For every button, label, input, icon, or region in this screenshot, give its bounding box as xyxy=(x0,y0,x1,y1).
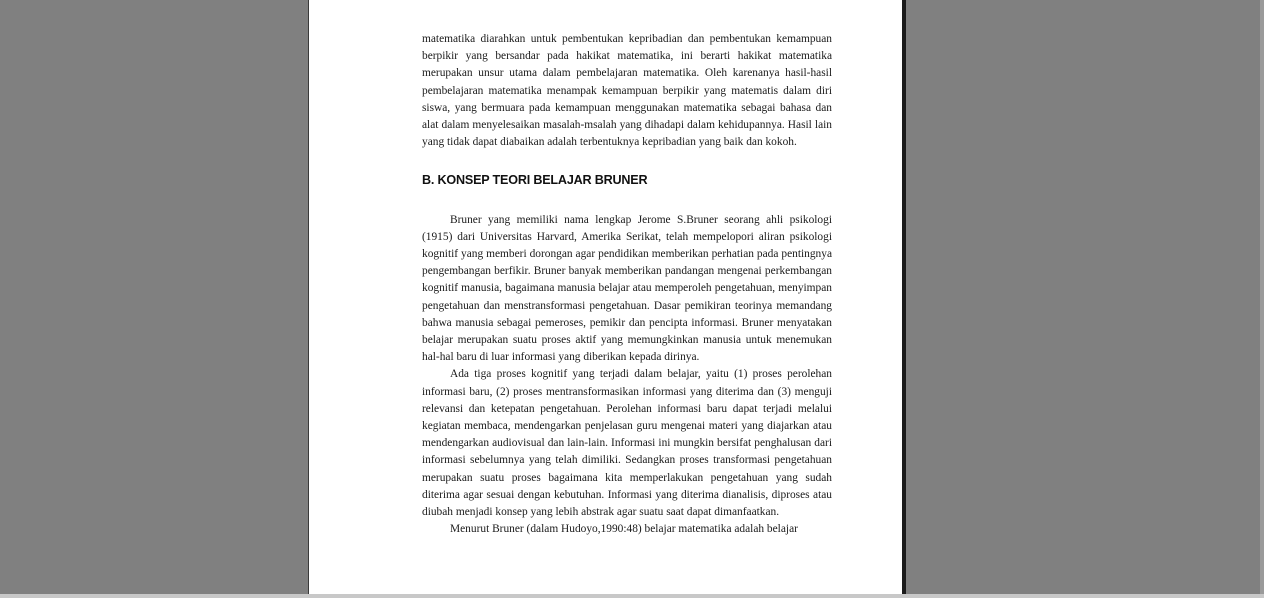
section-heading: B. KONSEP TEORI BELAJAR BRUNER xyxy=(422,173,648,188)
page-content xyxy=(422,31,832,538)
horizontal-scrollbar[interactable] xyxy=(0,594,1264,598)
document-page xyxy=(308,0,902,594)
vertical-scrollbar[interactable] xyxy=(1260,0,1264,594)
paragraph-hudoyo-quote: Menurut Bruner (dalam Hudoyo,1990:48) belajar matematika adalah belajar xyxy=(450,523,798,536)
paragraph-cognitive-processes: Ada tiga proses kognitif yang terjadi dalam belajar, yaitu (1) proses perolehan informasi baru, (2) proses mentransformasikan informasi yang diterima dan (3) menguji relevansi dan ketepatan pengetahuan. Perolehan informasi baru dapat terjadi melalui kegiatan membaca, mendengarkan penjelasan guru mengenai materi yang diajarkan atau mendengarkan audiovisual dan lain-lain. Informasi ini mungkin bersifat penghalusan dari informasi sebelumnya yang telah dimiliki. Sedangkan proses transformasi pengetahuan merupakan suatu proses bagaimana kita memperlakukan pengetahuan yang sudah diterima agar sesuai dengan kebutuhan. Informasi yang diterima dianalisis, diproses atau diubah menjadi konsep yang lebih abstrak agar suatu saat dapat dimanfaatkan. xyxy=(422,368,832,519)
paragraph-bruner-intro: Bruner yang memiliki nama lengkap Jerome S.Bruner seorang ahli psikologi (1915) dari Universitas Harvard, Amerika Serikat, telah mempelopori aliran psikologi kognitif yang memberi dorongan agar pendidikan memberikan perhatian pada pentingnya pengembangan berfikir. Bruner banyak memberikan pandangan mengenai perkembangan kognitif manusia, bagaimana manusia belajar atau memperoleh pengetahuan, menyimpan pengetahuan dan menstransformasi pengetahuan. Dasar pemikiran teorinya memandang bahwa manusia sebagai pemeroses, pemikir dan pencipta informasi. Bruner menyatakan belajar merupakan suatu proses aktif yang memungkinkan manusia untuk menemukan hal-hal baru di luar informasi yang diberikan kepada dirinya. xyxy=(422,213,832,364)
page-shadow xyxy=(902,0,906,594)
paragraph-continuation: matematika diarahkan untuk pembentukan kepribadian dan pembentukan kemampuan berpikir yang bersandar pada hakikat matematika, ini berarti hakikat matematika merupakan unsur utama dalam pembelajaran matematika. Oleh karenanya hasil-hasil pembelajaran matematika menampak kemampuan berpikir yang matematis dalam diri siswa, yang bermuara pada kemampuan menggunakan matematika sebagai bahasa dan alat dalam menyelesaikan masalah-msalah yang dihadapi dalam kehidupannya. Hasil lain yang tidak dapat diabaikan adalah terbentuknya kepribadian yang baik dan kokoh. xyxy=(422,33,832,149)
